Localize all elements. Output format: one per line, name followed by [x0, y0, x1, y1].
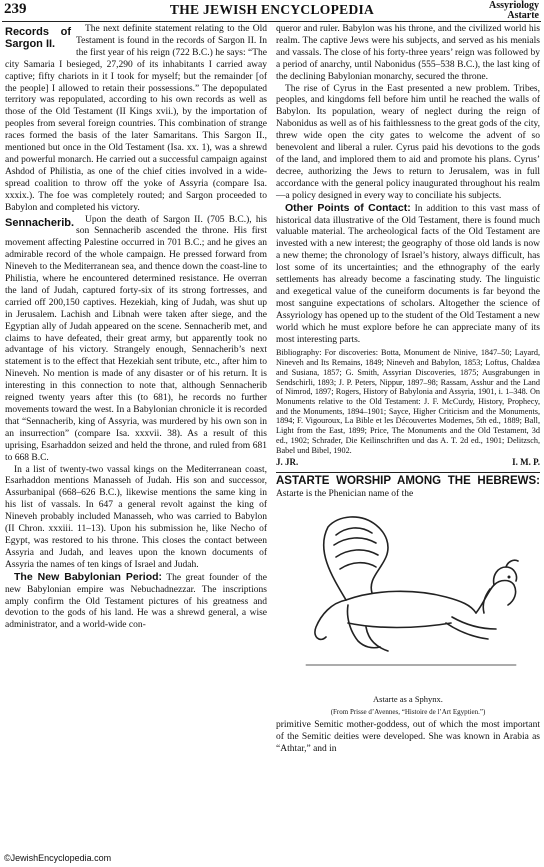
- signature-line: [276, 457, 540, 469]
- sidenote-sennacherib: Sennacherib.: [5, 216, 75, 229]
- bibliography: Bibliography: For discoveries: Botta, Monument de Ninive, 1847–50; Layard, Nineveh and Its Remains, 1849; Nineveh and Babylon, 1853; Loftus, Chaldæa and Susiana, 1857; G. Smith, Assyrian Discoveries, 1875; Ausgrabungen in Sendschirli, 1893; J. P. Peters, Nippur, 1897–98; Rassam, Asshur and the Land of Nimrod, 1897; Rogers, History of Babylonia and Assyria, 1901, i. 1–348. On Monuments relative to the Old Testament: J. F. McCurdy, History, Prophecy, and the Monuments, 1894–1901; Sayce, Higher Criticism and the Monuments, 1894; F. Vigouroux, La Bible et les Découvertes Modernes, 5th ed., 1889; Ball, Light from the East, 1899; Price, The Monuments and the Old Testament, 3d ed., 1902; Schrader, Die Keilinschriften und das A. T. 2d ed., 1901; Delitzsch, Babel und Bibel, 1902.: [276, 348, 540, 455]
- running-title: THE JEWISH ENCYCLOPEDIA: [169, 2, 375, 17]
- running-head-top: Assyriology: [489, 0, 539, 11]
- footer-watermark: ©JewishEncyclopedia.com: [4, 853, 112, 863]
- astarte-intro-text: Astarte is the Phenician name of the: [276, 489, 414, 500]
- paragraph-astarte: primitive Semitic mother-goddess, out of which the most important of the Semitic deities were developed. She was known in Arabia as “Athtar,” and in: [276, 720, 540, 755]
- paragraph-sennacherib-text: Upon the death of Sargon II. (705 B.C.), his son Sennacherib ascended the throne. His first movement affecting Palestine occurred in 701 B.C.; and he gives an admirable record of the whole campaign. He pressed forward from Nineveh to the Mediterranean sea, and thence down the coast-line to Philistia, where he encountered determined resistance. He overran the land of Judah, captured forty-six of its strong fortresses, and carried off 200,150 captives. Hezekiah, king of Judah, was shut up in Jerusalem. Lachish and Libnah were taken after siege, and the Egyptian ally of Judah appeared on the scene. Sennacherib met, and claims to have defeated, their great army, but apparently took no advantage of his victory. Strangely enough, Sennacherib’s next statement is to the effect that Hezekiah sent tribute, etc., after him to Nineveh. No mention is made of any disaster or of his return. It is interesting in this connection to note that, although Sennacherib reigned twenty years after this (to 681), he records no further movements toward the west. In a Babylonian chronicle it is recorded that “Sennacherib, king of Assyria, was murdered by his own son in an insurrection” (compare Isa. xxxvii. 38). As a result of this uprising, Esarhaddon seized and held the throne, and ruled from 681 to 668 B.C.: [5, 214, 267, 463]
- left-column: [5, 24, 267, 632]
- signature-right: I. M. P.: [512, 457, 540, 468]
- paragraph-sargon-text: The next definite statement relating to the Old Testament is found in the records of Sargon II. In the first year of his reign (722 B.C.) he says: “The city Samaria I besieged, 27,290 of its inhabitants I carried away captive; fifty chariots in it I took for myself; but the remainder [of the people] I allowed to retain their possessions.” The depopulated territory was repopulated, according to his own records as well as those of the Old Testament (II Kings xvii.), by the importation of peoples from several foreign countries. This combination of strange races formed the basis of the later Samaritans. This Sargon II., mentioned but once in the Old Testament (Isa. xx. 1), was a shrewd and powerful monarch. He carried out a successful campaign against Ashdod of Philistia, as one of the chief cities involved in a wide-spread coalition to throw off the yoke of Assyria (compare Isa. xxxix.). The foe was completely routed; and Sargon proceeded to Babylon and completed his victory.: [5, 24, 267, 213]
- paragraph-sennacherib: [5, 215, 267, 465]
- sphinx-drawing: [276, 505, 540, 693]
- paragraph-cyrus: The rise of Cyrus in the East presented a new problem. Tribes, peoples, and kingdoms fell before him until he reached the walls of Babylon. Its population, weary of neglect during the reign of Nabonidus as well as of his faithlessness to the great gods of the city, threw wide open the city gates to welcome the advent of so benevolent and liberal a ruler. Cyrus paid his devotions to the gods of the land, and implored them to aid and promote his plans. Cyrus’ decree, authorizing the Jews to return to Jerusalem, was in full accordance with the general policy inaugurated throughout his realm—a policy designed in every way to conciliate his subjects.: [276, 83, 540, 201]
- running-head: [489, 1, 539, 21]
- paragraph-other-points-text: In addition to this vast mass of historical data illustrative of the Old Testament, there is found much valuable material. The archeological facts of the Old Testament are invested with a new interest; the geography of those old lands is now a new theme; the chronology of Israel’s history, always difficult, has lost some of its uncertainties; and the ethnography of the early settlements has already become a fascinating study. The linguistic and exegetical value of the cuneiform documents is far beyond the most sanguine expectations of scholars. Altogether the science of Assyriology has opened up to the student of the Old Testament a new world which he must explore before he can appreciate many of its most interesting parts.: [276, 203, 540, 345]
- article-heading-astarte: ASTARTE WORSHIP AMONG THE HEBREWS:: [276, 475, 540, 488]
- paragraph-other-points: [276, 203, 540, 347]
- paragraph-esarhaddon: In a list of twenty-two vassal kings on the Mediterranean coast, Esarhaddon mentions Manasseh of Judah. His son and successor, Assurbanipal (668–626 B.C.), likewise mentions the same king in his list of vassals. In 647 a general revolt against the king of Nineveh probably included Manasseh, who was carried to Babylon (II Chron. xxxiii. 11–13). Upon his submission he, like Necho of Egypt, was restored to his throne. This closes the contact between Assyria and Judah, and leaves upon the known documents of Assyria the names of ten kings of Israel and Judah.: [5, 464, 267, 570]
- figure-credit: (From Prisse d’Avennes, “Histoire de l’Art Egyptien.”): [330, 708, 486, 717]
- figure-caption: Astarte as a Sphynx.: [373, 693, 443, 704]
- right-column: [276, 24, 540, 756]
- header-rule: [2, 21, 541, 22]
- subheading-other-points: Other Points of Contact:: [285, 201, 411, 214]
- paragraph-new-babylonian-text: The great founder of the new Babylonian empire was Nebuchadnezzar. The inscriptions amply confirm the Old Testament pictures of his greatness and devotion to the gods of his land. He was a shrewd general, a wise administrator, and a world-wide con-: [5, 572, 267, 631]
- paragraph-continued: queror and ruler. Babylon was his throne, and the civilized world his realm. The captive Jews were his subjects, and served as his menials and vassals. The close of his forty-three years’ reign was followed by a period of anarchy, until Nabonidus (555–538 B.C.), the last king of the declining Babylonian monarchy, secured the throne.: [276, 24, 540, 82]
- page-number: 239: [4, 1, 27, 17]
- paragraph-new-babylonian: [5, 572, 267, 633]
- subheading-new-babylonian: The New Babylonian Period:: [14, 570, 163, 583]
- astarte-sphinx-illustration: [276, 505, 540, 693]
- running-head-bottom: Astarte: [507, 10, 539, 21]
- sidenote-sargon: Records of Sargon II.: [5, 26, 71, 50]
- paragraph-sargon: [5, 24, 267, 215]
- paragraph-astarte-intro: [276, 476, 540, 501]
- page-header: [0, 0, 544, 22]
- signature-left: J. JR.: [276, 457, 299, 468]
- article-separator: [276, 472, 540, 473]
